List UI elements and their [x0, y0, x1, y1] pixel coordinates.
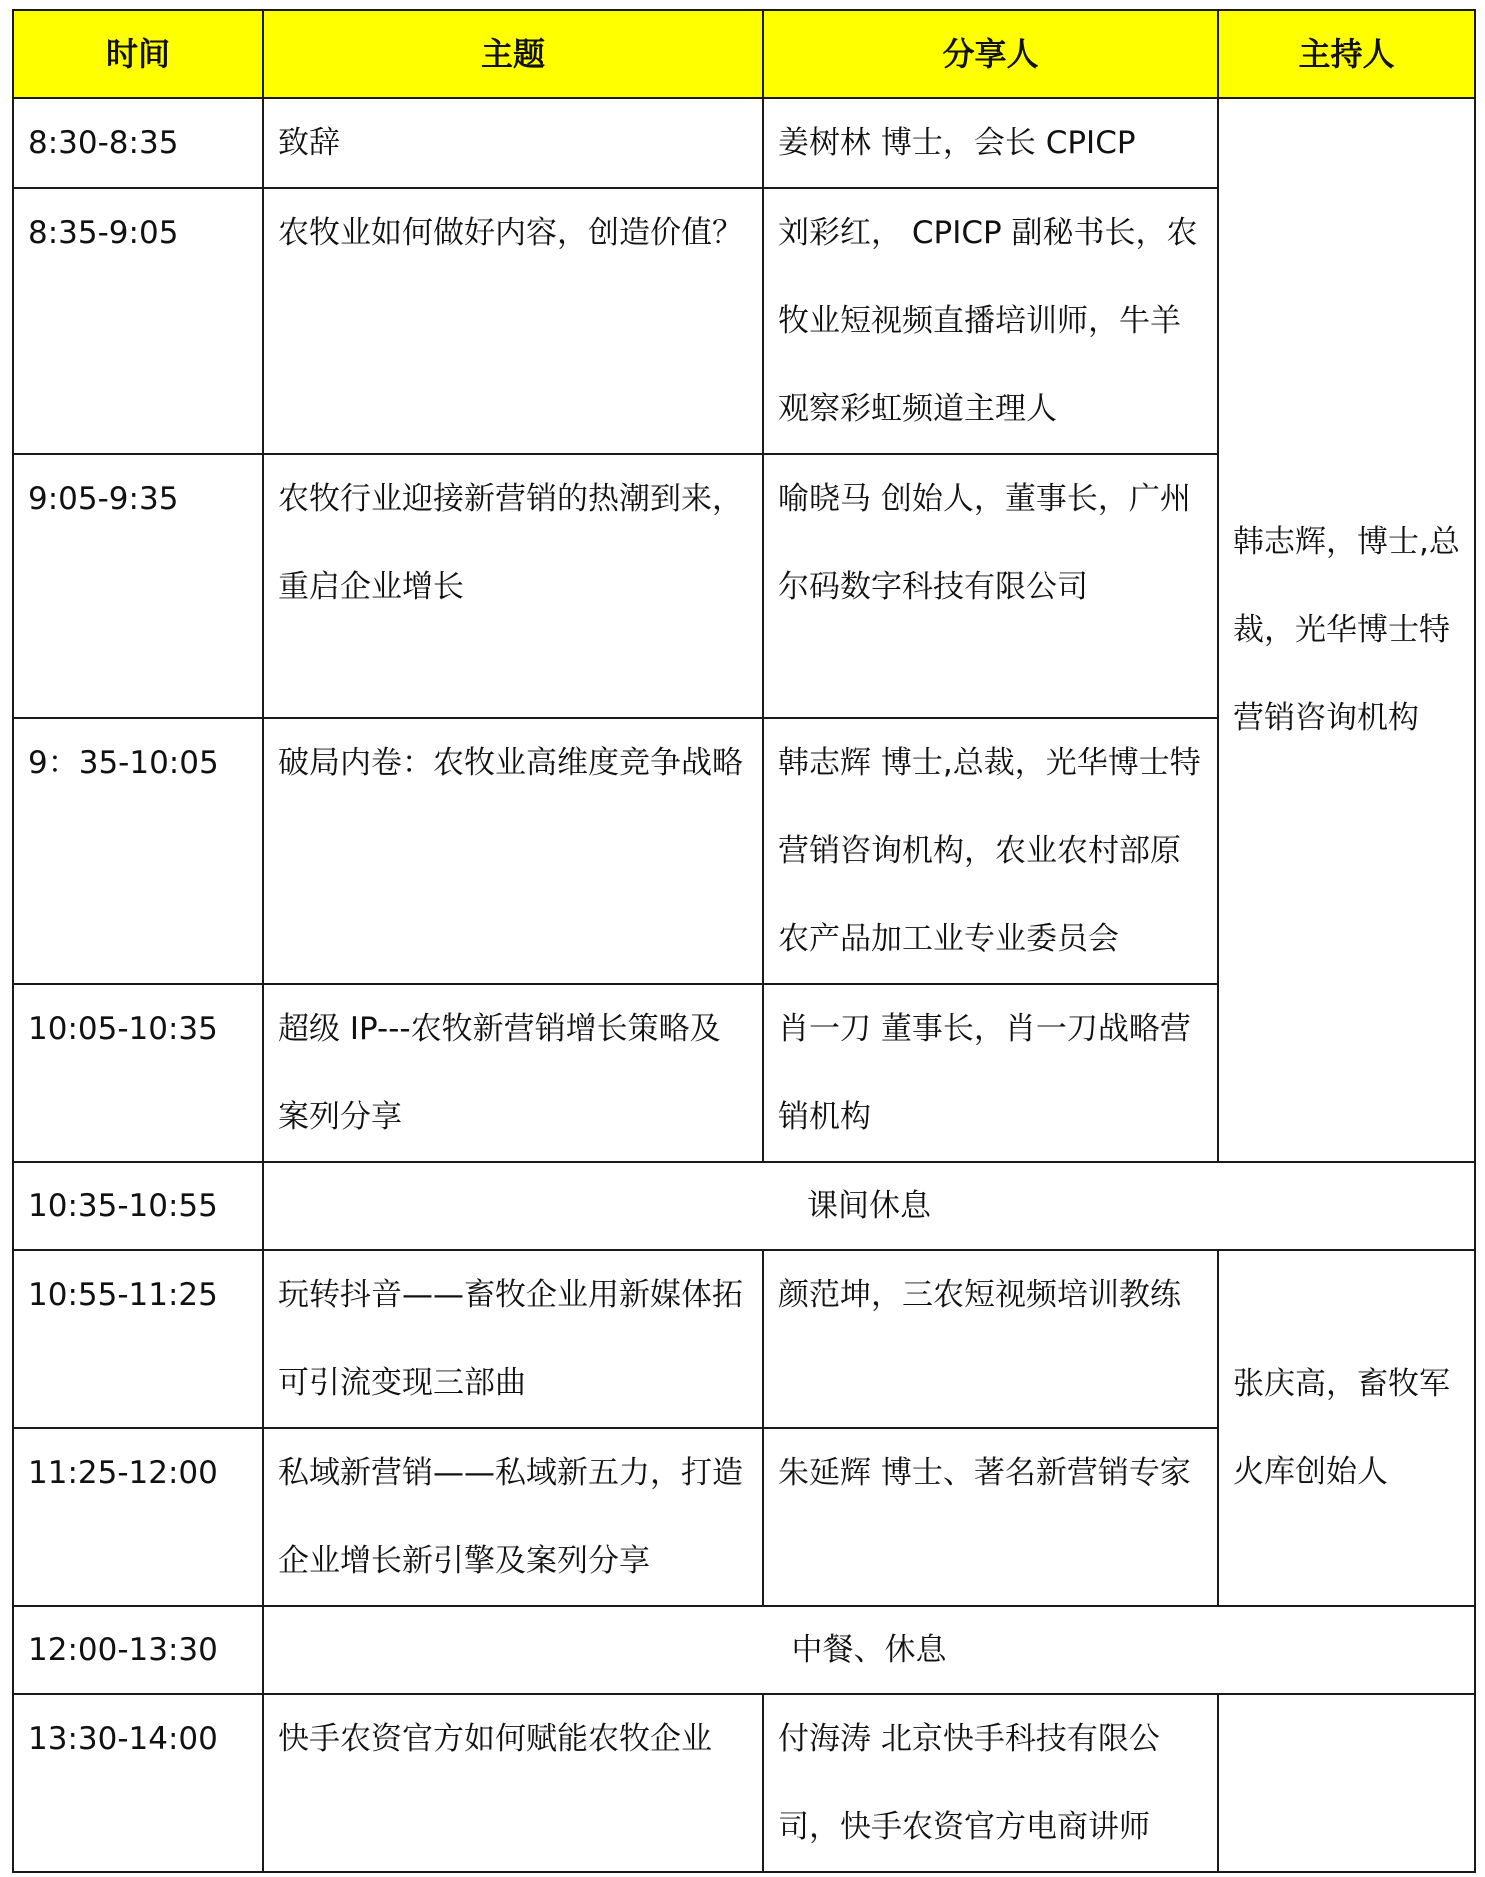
topic-cell: 玩转抖音——畜牧企业用新媒体拓可引流变现三部曲	[263, 1250, 763, 1428]
speaker-cell: 姜树林 博士，会长 CPICP	[763, 98, 1218, 188]
time-cell: 10:35-10:55	[13, 1162, 263, 1250]
host-cell	[1218, 1694, 1475, 1872]
schedule-table	[12, 9, 1476, 1873]
time-cell: 8:35-9:05	[13, 188, 263, 454]
speaker-cell: 喻晓马 创始人，董事长，广州尔码数字科技有限公司	[763, 454, 1218, 718]
break-label: 课间休息	[263, 1162, 1475, 1250]
host-cell: 张庆高，畜牧军火库创始人	[1218, 1250, 1475, 1606]
table-row	[13, 98, 1475, 188]
speaker-cell: 付海涛 北京快手科技有限公司，快手农资官方电商讲师	[763, 1694, 1218, 1872]
break-label: 中餐、休息	[263, 1606, 1475, 1694]
header-speaker: 分享人	[763, 10, 1218, 98]
time-cell: 9：35-10:05	[13, 718, 263, 984]
header-topic: 主题	[263, 10, 763, 98]
time-cell: 8:30-8:35	[13, 98, 263, 188]
host-cell: 韩志辉，博士,总裁，光华博士特营销咨询机构	[1218, 98, 1475, 1162]
speaker-cell: 韩志辉 博士,总裁，光华博士特营销咨询机构，农业农村部原农产品加工业专业委员会	[763, 718, 1218, 984]
header-row	[13, 10, 1475, 98]
topic-cell: 快手农资官方如何赋能农牧企业	[263, 1694, 763, 1872]
time-cell: 12:00-13:30	[13, 1606, 263, 1694]
break-row	[13, 1606, 1475, 1694]
topic-cell: 私域新营销——私域新五力，打造企业增长新引擎及案列分享	[263, 1428, 763, 1606]
topic-cell: 超级 IP---农牧新营销增长策略及案列分享	[263, 984, 763, 1162]
header-time: 时间	[13, 10, 263, 98]
topic-cell: 破局内卷：农牧业高维度竞争战略	[263, 718, 763, 984]
topic-cell: 农牧业如何做好内容，创造价值？	[263, 188, 763, 454]
header-host: 主持人	[1218, 10, 1475, 98]
time-cell: 10:55-11:25	[13, 1250, 263, 1428]
speaker-cell: 刘彩红， CPICP 副秘书长，农牧业短视频直播培训师，牛羊观察彩虹频道主理人	[763, 188, 1218, 454]
speaker-cell: 颜范坤，三农短视频培训教练	[763, 1250, 1218, 1428]
table-row	[13, 1250, 1475, 1428]
topic-cell: 农牧行业迎接新营销的热潮到来，重启企业增长	[263, 454, 763, 718]
time-cell: 13:30-14:00	[13, 1694, 263, 1872]
break-row	[13, 1162, 1475, 1250]
time-cell: 9:05-9:35	[13, 454, 263, 718]
speaker-cell: 肖一刀 董事长，肖一刀战略营销机构	[763, 984, 1218, 1162]
time-cell: 10:05-10:35	[13, 984, 263, 1162]
topic-cell: 致辞	[263, 98, 763, 188]
time-cell: 11:25-12:00	[13, 1428, 263, 1606]
table-row	[13, 1694, 1475, 1872]
speaker-cell: 朱延辉 博士、著名新营销专家	[763, 1428, 1218, 1606]
